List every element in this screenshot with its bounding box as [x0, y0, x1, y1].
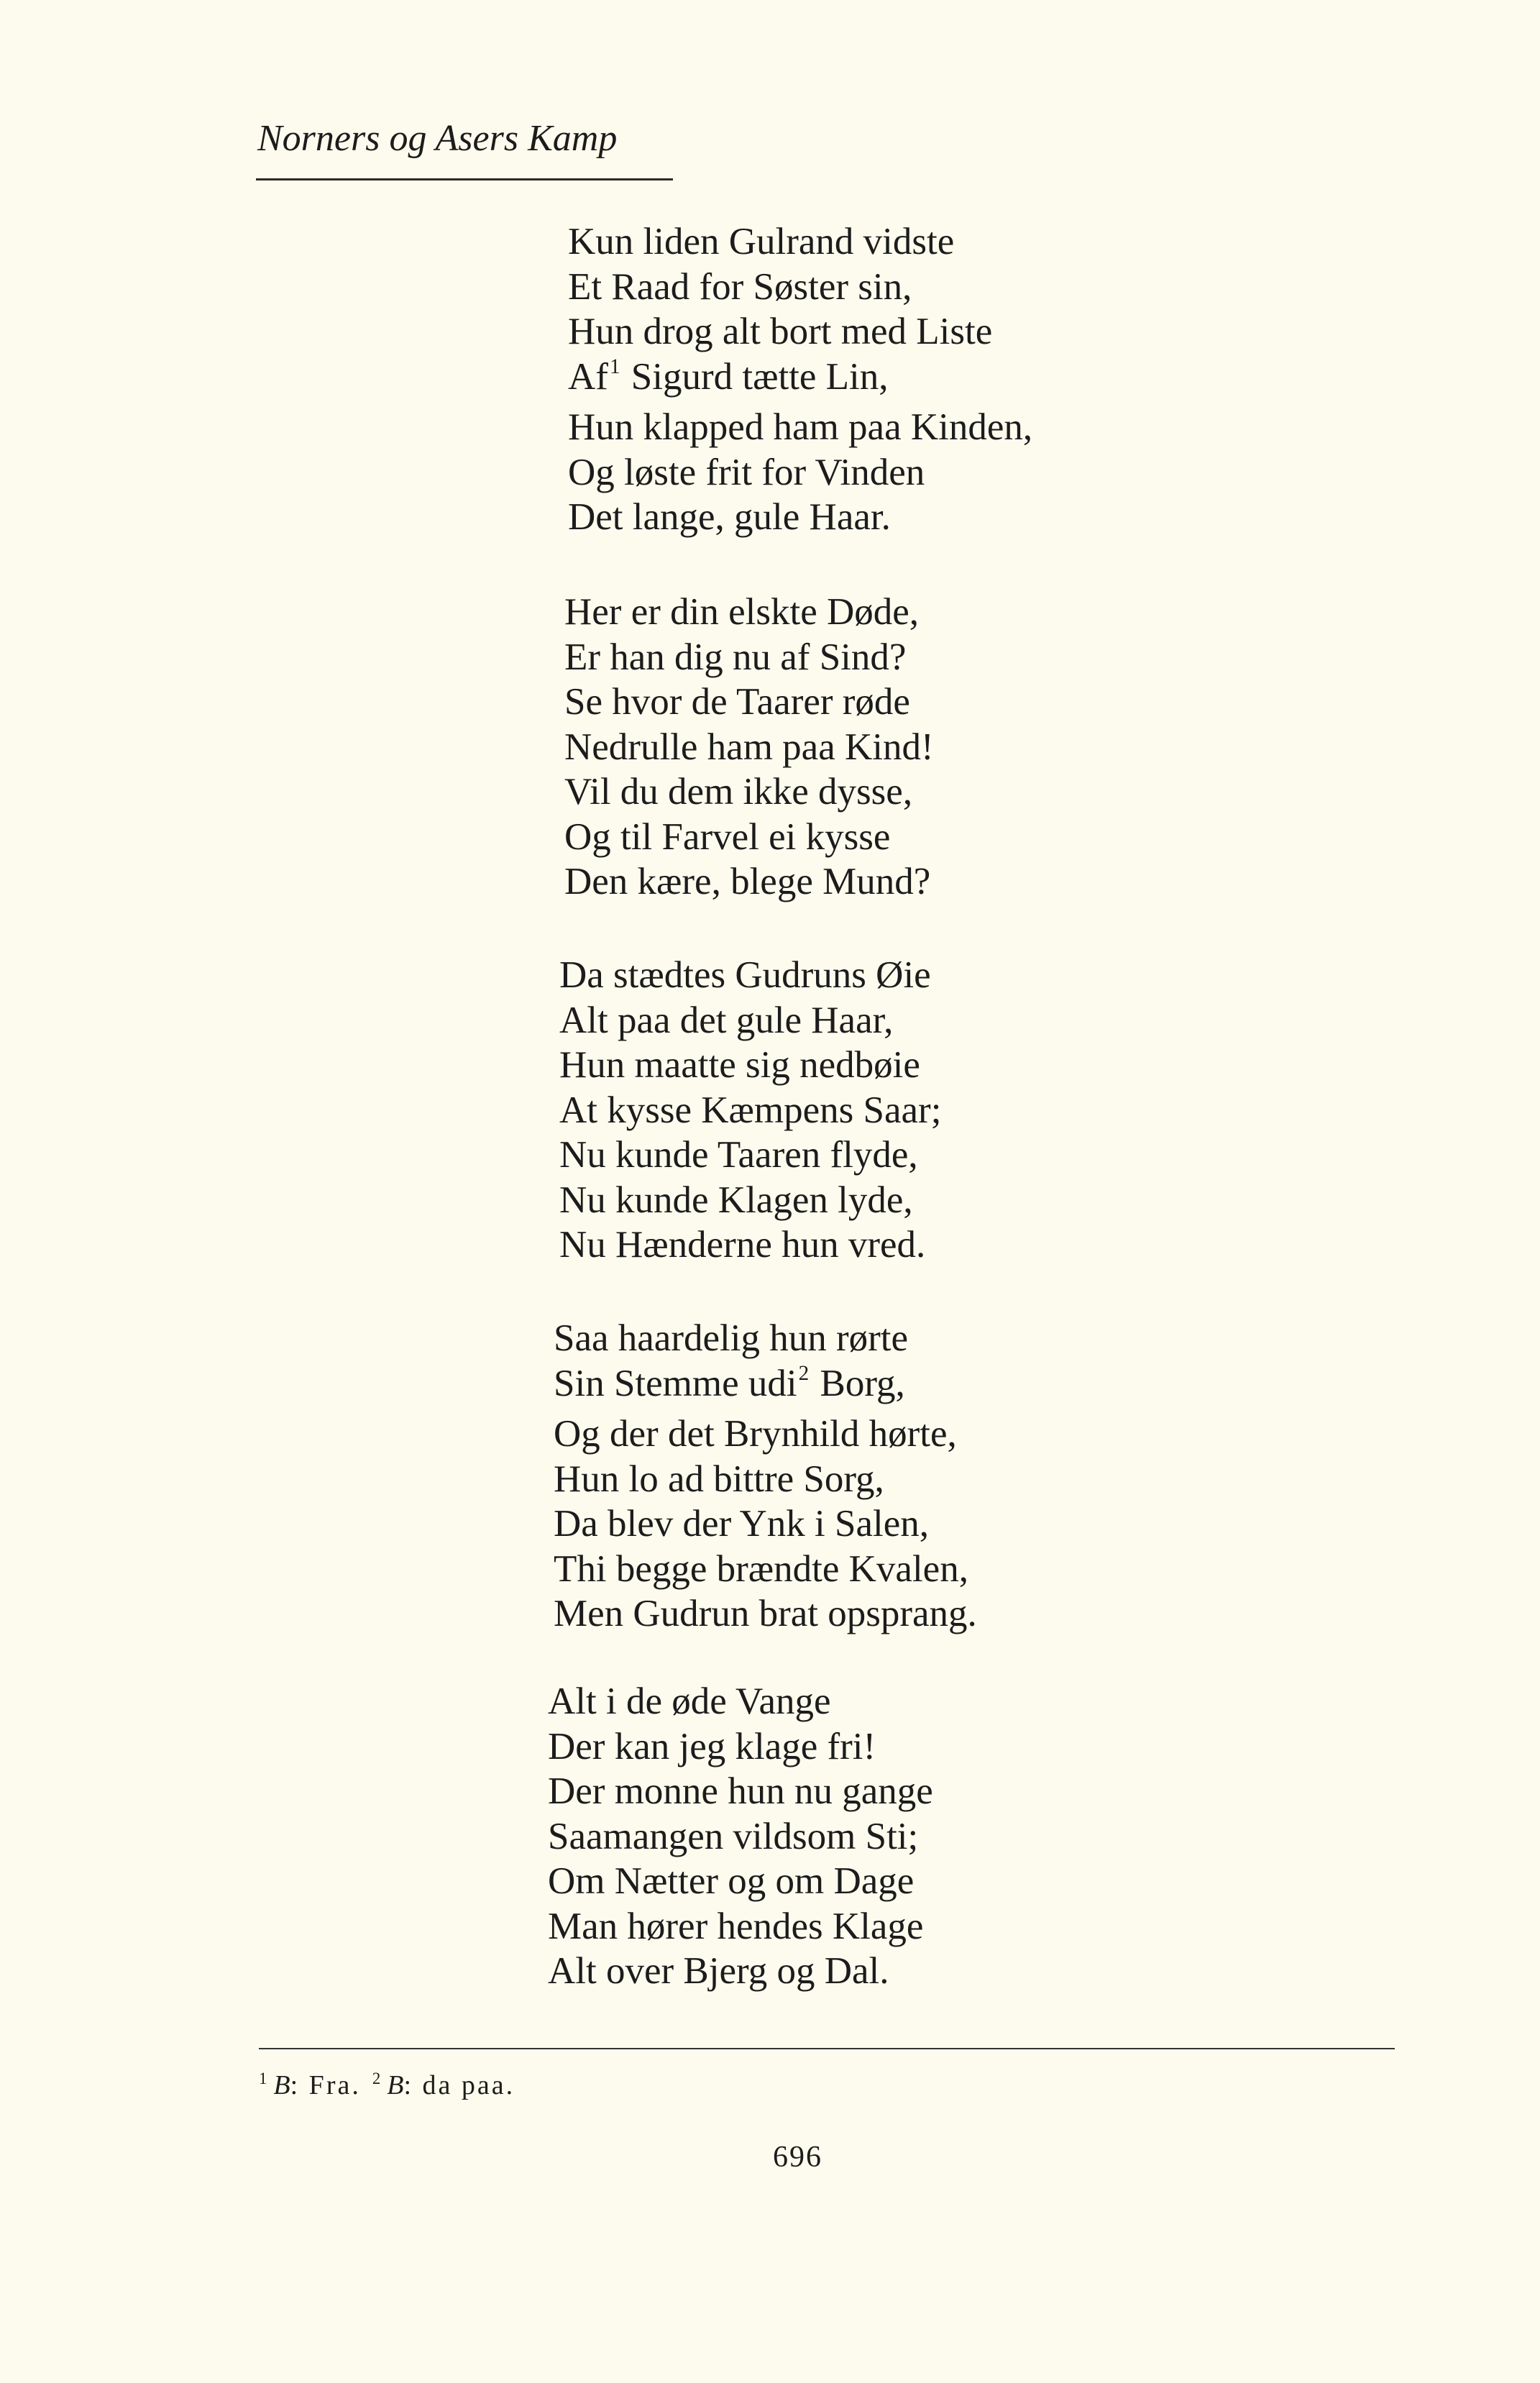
- stanza-1: [568, 219, 1359, 540]
- verse-line: Hun lo ad bittre Sorg,: [554, 1458, 884, 1500]
- verse-line: Her er din elskte Døde,: [564, 591, 920, 633]
- verse-line: Den kære, blege Mund?: [564, 861, 931, 902]
- verse-line: Saamangen vildsom Sti;: [548, 1815, 919, 1857]
- verse-line: Men Gudrun brat opsprang.: [554, 1593, 977, 1634]
- verse-line: Kun liden Gulrand vidste: [568, 221, 955, 262]
- verse-line: Af$^1$ Sigurd tætte Lin,: [568, 355, 889, 398]
- verse-line: Alt paa det gule Haar,: [559, 999, 894, 1041]
- stanza-3: [559, 953, 1350, 1268]
- footnotes: [259, 2069, 515, 2101]
- verse-line: Der monne hun nu gange: [548, 1770, 933, 1812]
- verse-line: Hun maatte sig nedbøie: [559, 1044, 920, 1086]
- verse-line: Da blev der Ynk i Salen,: [554, 1503, 930, 1545]
- stanza-5: [548, 1679, 1339, 1994]
- verse-line: Alt i de øde Vange: [548, 1680, 831, 1722]
- verse-line: Se hvor de Taarer røde: [564, 681, 910, 723]
- verse-line: Og til Farvel ei kysse: [564, 815, 891, 858]
- verse-line: Alt over Bjerg og Dal.: [548, 1950, 889, 1992]
- verse-line: Da stædtes Gudruns Øie: [559, 954, 931, 996]
- footnote-rule: [259, 2048, 1395, 2049]
- page-number: 696: [773, 2141, 822, 2174]
- verse-line: Nu kunde Taaren flyde,: [559, 1134, 918, 1176]
- verse-line: Saa haardelig hun rørte: [554, 1317, 908, 1359]
- verse-line: Og løste frit for Vinden: [568, 451, 925, 493]
- verse-line: Hun drog alt bort med Liste: [568, 311, 993, 352]
- footnote-marker: 2: [798, 1361, 810, 1385]
- verse-line: Man hører hendes Klage: [548, 1905, 924, 1947]
- verse-line: Det lange, gule Haar.: [568, 496, 891, 538]
- verse-line: Nedrulle ham paa Kind!: [564, 726, 934, 768]
- verse-line: Sin Stemme udi$^2$ Borg,: [554, 1361, 905, 1404]
- footnote-2: $^2$ B: da paa.: [372, 2069, 515, 2100]
- verse-line: Nu Hænderne hun vred.: [559, 1224, 926, 1266]
- stanza-2: [564, 590, 1355, 905]
- verse-line: Der kan jeg klage fri!: [548, 1725, 876, 1767]
- running-head: Norners og Asers Kamp: [257, 118, 618, 159]
- verse-line: Og der det Brynhild hørte,: [554, 1413, 957, 1455]
- running-head-rule: [256, 178, 673, 180]
- footnote-1: $^1$ B: Fra.: [259, 2069, 361, 2100]
- footnote-marker: 1: [609, 355, 620, 378]
- stanza-4: [554, 1316, 1344, 1637]
- verse-line: Nu kunde Klagen lyde,: [559, 1179, 913, 1221]
- verse-line: Hun klapped ham paa Kinden,: [568, 406, 1033, 448]
- verse-line: Vil du dem ikke dysse,: [564, 771, 913, 813]
- verse-line: Thi begge brændte Kvalen,: [554, 1547, 968, 1590]
- verse-line: Er han dig nu af Sind?: [564, 636, 907, 678]
- verse-line: Et Raad for Søster sin,: [568, 265, 912, 308]
- verse-line: Om Nætter og om Dage: [548, 1860, 915, 1902]
- verse-line: At kysse Kæmpens Saar;: [559, 1089, 942, 1131]
